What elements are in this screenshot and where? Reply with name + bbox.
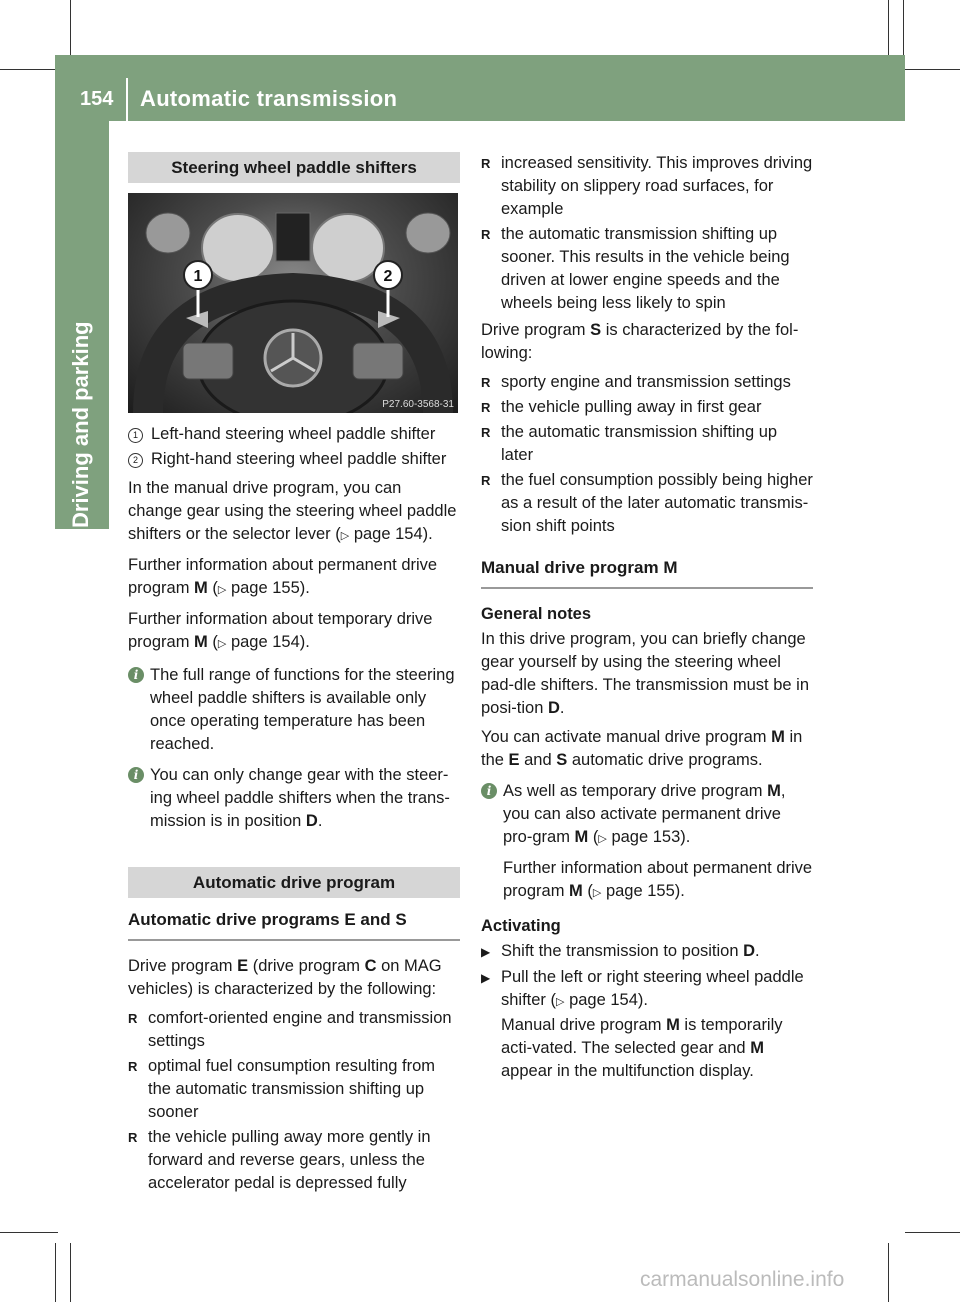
page-number: 154 bbox=[80, 88, 114, 110]
header-divider bbox=[126, 78, 128, 121]
page-ref-link[interactable]: page 154). bbox=[230, 633, 310, 651]
list-item: R the automatic transmission shifting up sooner. This results in the vehicle being driven at lower engine speeds and the wheels being less likely to spin bbox=[481, 225, 790, 312]
paragraph-permanent-info: Further information about permanent drive program M (▷ page 155). bbox=[128, 556, 438, 597]
air-vent-left bbox=[146, 213, 190, 253]
paragraph-activate-m: You can activate manual drive program M in the E and S automatic drive programs. bbox=[481, 728, 803, 769]
info-note-3 bbox=[481, 780, 813, 905]
list-item: R the automatic transmission shifting up later bbox=[481, 423, 778, 464]
page-ref-link[interactable]: page 154). bbox=[353, 525, 433, 543]
crop-mark bbox=[903, 0, 904, 58]
tachometer-gauge bbox=[312, 214, 384, 282]
left-control-buttons bbox=[183, 343, 233, 379]
crop-mark bbox=[70, 1243, 71, 1302]
subsection-title-e-s: Automatic drive programs E and S bbox=[128, 908, 460, 941]
legend-number-2: 2 bbox=[128, 453, 143, 468]
list-item: R optimal fuel consumption resulting from the automatic transmission shifting up sooner bbox=[128, 1057, 436, 1121]
info-note-1 bbox=[128, 664, 460, 756]
chapter-title: Automatic transmission bbox=[140, 86, 398, 111]
speedometer-gauge bbox=[202, 214, 274, 282]
side-tab-label: Driving and parking bbox=[68, 321, 93, 528]
crop-mark bbox=[70, 0, 71, 58]
steering-wheel-illustration bbox=[128, 193, 458, 413]
info-icon: i bbox=[128, 667, 144, 683]
list-item: R comfort-oriented engine and transmission settings bbox=[128, 1009, 452, 1050]
info-icon: i bbox=[481, 783, 497, 799]
air-vent-right bbox=[406, 213, 450, 253]
crop-mark bbox=[905, 1232, 960, 1233]
info-text-2: You can only change gear with the steer-ing wheel paddle shifters when the trans-mission is in position D. bbox=[150, 766, 450, 830]
crop-mark bbox=[0, 69, 58, 70]
steering-wheel-figure bbox=[128, 193, 458, 413]
callout-label-2: 2 bbox=[383, 268, 393, 285]
step-arrow-icon: ▶ bbox=[481, 945, 491, 959]
legend-item-1 bbox=[128, 423, 460, 446]
step-arrow-icon: ▶ bbox=[481, 971, 491, 985]
section-title-automatic-program: Automatic drive program bbox=[128, 867, 460, 898]
page-ref-link[interactable]: page 155). bbox=[605, 882, 685, 900]
section-title-manual-program: Manual drive program M bbox=[481, 556, 813, 589]
right-control-buttons bbox=[353, 343, 403, 379]
step-item: ▶ Pull the left or right steering wheel paddle shifter (▷ page 154). Manual drive program M is temporarily acti-vated. The selected gear and M appear in the multifunction display. bbox=[481, 966, 813, 1083]
list-item: R the vehicle pulling away in first gear bbox=[481, 398, 762, 416]
crop-mark bbox=[55, 1243, 56, 1302]
paragraph-temporary-info: Further information about temporary drive program M (▷ page 154). bbox=[128, 610, 433, 651]
info-note-2 bbox=[128, 764, 460, 833]
paragraph-program-s: Drive program S is characterized by the fol-lowing: bbox=[481, 321, 799, 362]
watermark: carmanualsonline.info bbox=[640, 1268, 845, 1291]
paragraph-program-e: Drive program E (drive program C on MAG vehicles) is characterized by the following: bbox=[128, 957, 442, 998]
crop-mark bbox=[905, 69, 960, 70]
subheading-general-notes: General notes bbox=[481, 605, 592, 623]
right-column bbox=[481, 152, 813, 1085]
legend-item-2 bbox=[128, 448, 460, 471]
legend-number-1: 1 bbox=[128, 428, 143, 443]
page-ref-link[interactable]: page 153). bbox=[611, 828, 691, 846]
subheading-activating: Activating bbox=[481, 917, 561, 935]
info-text-1: The full range of functions for the steering wheel paddle shifters is available only once operating temperature has been reached. bbox=[150, 666, 455, 753]
figure-code: P27.60-3568-31 bbox=[382, 399, 454, 410]
callout-label-1: 1 bbox=[193, 268, 203, 285]
crop-mark bbox=[888, 0, 889, 58]
legend-text-1: Left-hand steering wheel paddle shifter bbox=[151, 425, 436, 443]
legend-text-2: Right-hand steering wheel paddle shifter bbox=[151, 450, 447, 468]
info-icon: i bbox=[128, 767, 144, 783]
crop-mark bbox=[888, 1243, 889, 1302]
page-ref-link[interactable]: page 155). bbox=[230, 579, 310, 597]
crop-mark bbox=[0, 1232, 58, 1233]
paragraph-manual-program: In the manual drive program, you can change gear using the steering wheel paddle shifters or the selector lever (▷ page 154). bbox=[128, 479, 457, 543]
paragraph-general-notes: In this drive program, you can briefly change gear yourself by using the steering wheel pad-dle shifters. The transmission must be in posi-tion D. bbox=[481, 630, 810, 717]
page-ref-link[interactable]: page 154). bbox=[569, 991, 648, 1009]
step-item: ▶ Shift the transmission to position D. bbox=[481, 940, 813, 964]
list-item: R sporty engine and transmission settings bbox=[481, 373, 791, 391]
section-title-paddle-shifters: Steering wheel paddle shifters bbox=[128, 152, 460, 183]
info-text-3: As well as temporary drive program M, you can also activate permanent drive pro-gram M (▷ page 153). Further information about permanent drive program M (▷ page 155). bbox=[503, 782, 813, 900]
list-item: R the vehicle pulling away more gently in forward and reverse gears, unless the accelerator pedal is depressed fully bbox=[128, 1128, 431, 1192]
list-item: R the fuel consumption possibly being higher as a result of the later automatic transmis-sion shift points bbox=[481, 471, 813, 535]
left-column bbox=[128, 152, 460, 1197]
multifunction-display bbox=[276, 213, 310, 261]
list-item: R increased sensitivity. This improves driving stability on slippery road surfaces, for example bbox=[481, 154, 813, 218]
